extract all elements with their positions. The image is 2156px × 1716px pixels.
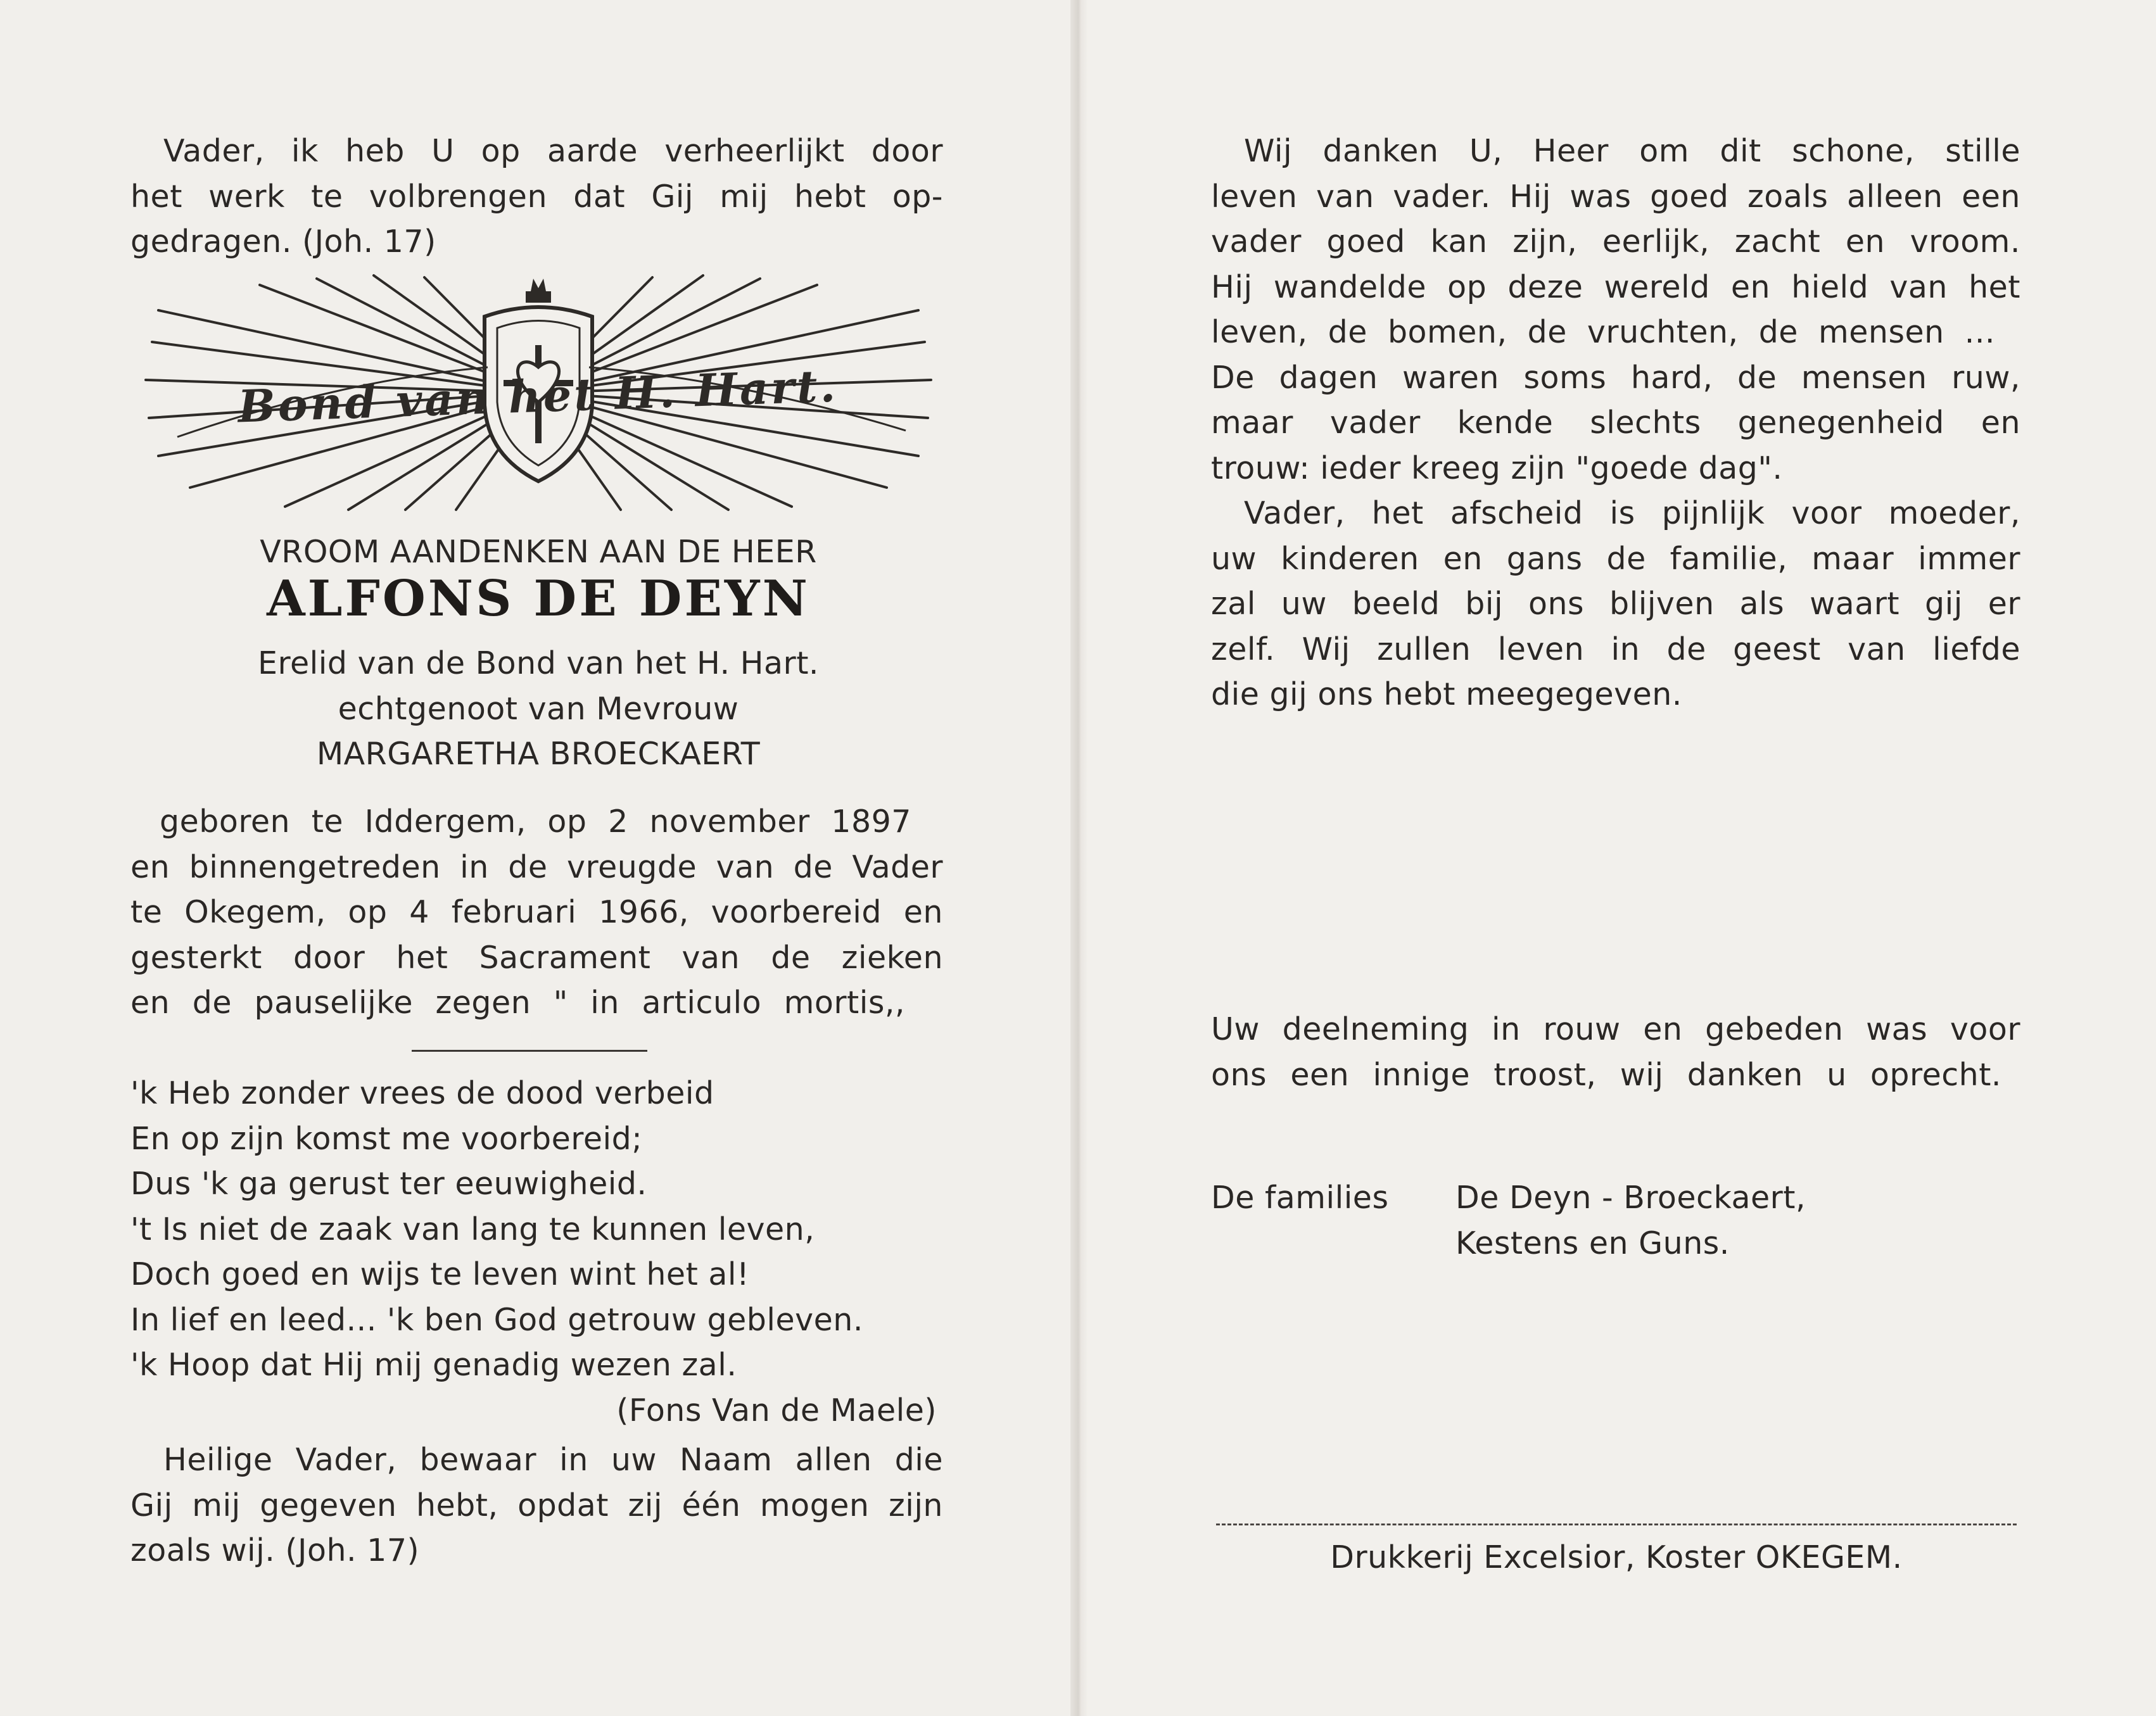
subtitle-line: Erelid van de Bond van het H. Hart. <box>258 645 819 681</box>
printer-credit: Drukkerij Excelsior, Koster OKEGEM. <box>1330 1539 1903 1575</box>
poem-line: In lief en leed... 'k ben God getrouw gebleven. <box>130 1301 863 1338</box>
poem-line: Dus 'k ga gerust ter eeuwigheid. <box>130 1166 647 1202</box>
closing-quote <box>130 1437 943 1574</box>
tribute-line: zal uw beeld bij ons blijven als waart gij er <box>1211 586 2020 622</box>
section-divider <box>412 1050 647 1052</box>
poem-author: (Fons Van de Maele) <box>616 1392 937 1429</box>
tribute-line: Wij danken U, Heer om dit schone, stille <box>1244 133 2020 169</box>
tribute-line: leven, de bomen, de vruchten, de mensen ... <box>1211 314 1995 350</box>
tribute-line: trouw: ieder kreeg zijn "goede dag". <box>1211 450 1783 486</box>
life-details-line: en de pauselijke zegen " in articulo mortis,, <box>130 985 905 1021</box>
families-label: De families <box>1211 1180 1389 1216</box>
tribute-line: vader goed kan zijn, eerlijk, zacht en vroom. <box>1211 224 2020 260</box>
tribute-line: maar vader kende slechts genegenheid en <box>1211 405 2020 441</box>
thanks-text <box>1211 1007 2020 1097</box>
life-details-line: gesterkt door het Sacrament van de zieken <box>130 939 943 976</box>
poem-line: En op zijn komst me voorbereid; <box>130 1120 643 1157</box>
sacred-heart-emblem <box>133 272 944 513</box>
families-name-line: Kestens en Guns. <box>1455 1225 1730 1261</box>
tribute-line: uw kinderen en gans de familie, maar immer <box>1211 540 2020 577</box>
subtitle <box>127 641 950 777</box>
tribute-line: die gij ons hebt meegegeven. <box>1211 676 1682 712</box>
tribute-text <box>1211 129 2020 717</box>
families-name-line: De Deyn - Broeckaert, <box>1455 1180 1806 1216</box>
thanks-line: ons een innige troost, wij danken u oprecht. <box>1211 1056 2001 1093</box>
banner-text: Bond van het H. Hart. <box>237 359 839 433</box>
poem <box>130 1071 943 1433</box>
poem-line: 't Is niet de zaak van lang te kunnen leven, <box>130 1211 815 1247</box>
opening-quote-line: het werk te volbrengen dat Gij mij hebt op- <box>130 178 943 215</box>
poem-line: 'k Heb zonder vrees de dood verbeid <box>130 1075 714 1111</box>
memorial-intro: VROOM AANDENKEN AAN DE HEER <box>260 534 817 570</box>
life-details <box>130 799 943 1026</box>
life-details-line: en binnengetreden in de vreugde van de Vader <box>130 849 943 885</box>
closing-quote-line: zoals wij. (Joh. 17) <box>130 1532 420 1568</box>
thanks-line: Uw deelneming in rouw en gebeden was voor <box>1211 1011 2020 1047</box>
families-names <box>1455 1175 1806 1266</box>
printer-rule <box>1216 1524 2017 1525</box>
closing-quote-line: Gij mij gegeven hebt, opdat zij één mogen zijn <box>130 1487 943 1524</box>
subtitle-line: echtgenoot van Mevrouw <box>338 690 739 727</box>
tribute-line: Hij wandelde op deze wereld en hield van het <box>1211 268 2020 305</box>
tribute-line: Vader, het afscheid is pijnlijk voor moeder, <box>1244 495 2020 531</box>
opening-quote-line: Vader, ik heb U op aarde verheerlijkt door <box>163 133 943 169</box>
poem-line: 'k Hoop dat Hij mij genadig wezen zal. <box>130 1347 737 1383</box>
card-fold <box>1070 0 1088 1716</box>
subtitle-line: MARGARETHA BROECKAERT <box>316 736 761 772</box>
life-details-line: te Okegem, op 4 februari 1966, voorbereid en <box>130 894 943 930</box>
opening-quote <box>130 129 943 265</box>
poem-line: Doch goed en wijs te leven wint het al! <box>130 1256 750 1292</box>
tribute-line: De dagen waren soms hard, de mensen ruw, <box>1211 359 2020 396</box>
closing-quote-line: Heilige Vader, bewaar in uw Naam allen die <box>163 1442 943 1478</box>
tribute-line: zelf. Wij zullen leven in de geest van liefde <box>1211 631 2020 667</box>
deceased-name: ALFONS DE DEYN <box>267 570 810 628</box>
tribute-line: leven van vader. Hij was goed zoals alleen een <box>1211 178 2020 215</box>
life-details-line: geboren te Iddergem, op 2 november 1897 <box>160 804 911 840</box>
opening-quote-line: gedragen. (Joh. 17) <box>130 224 436 260</box>
